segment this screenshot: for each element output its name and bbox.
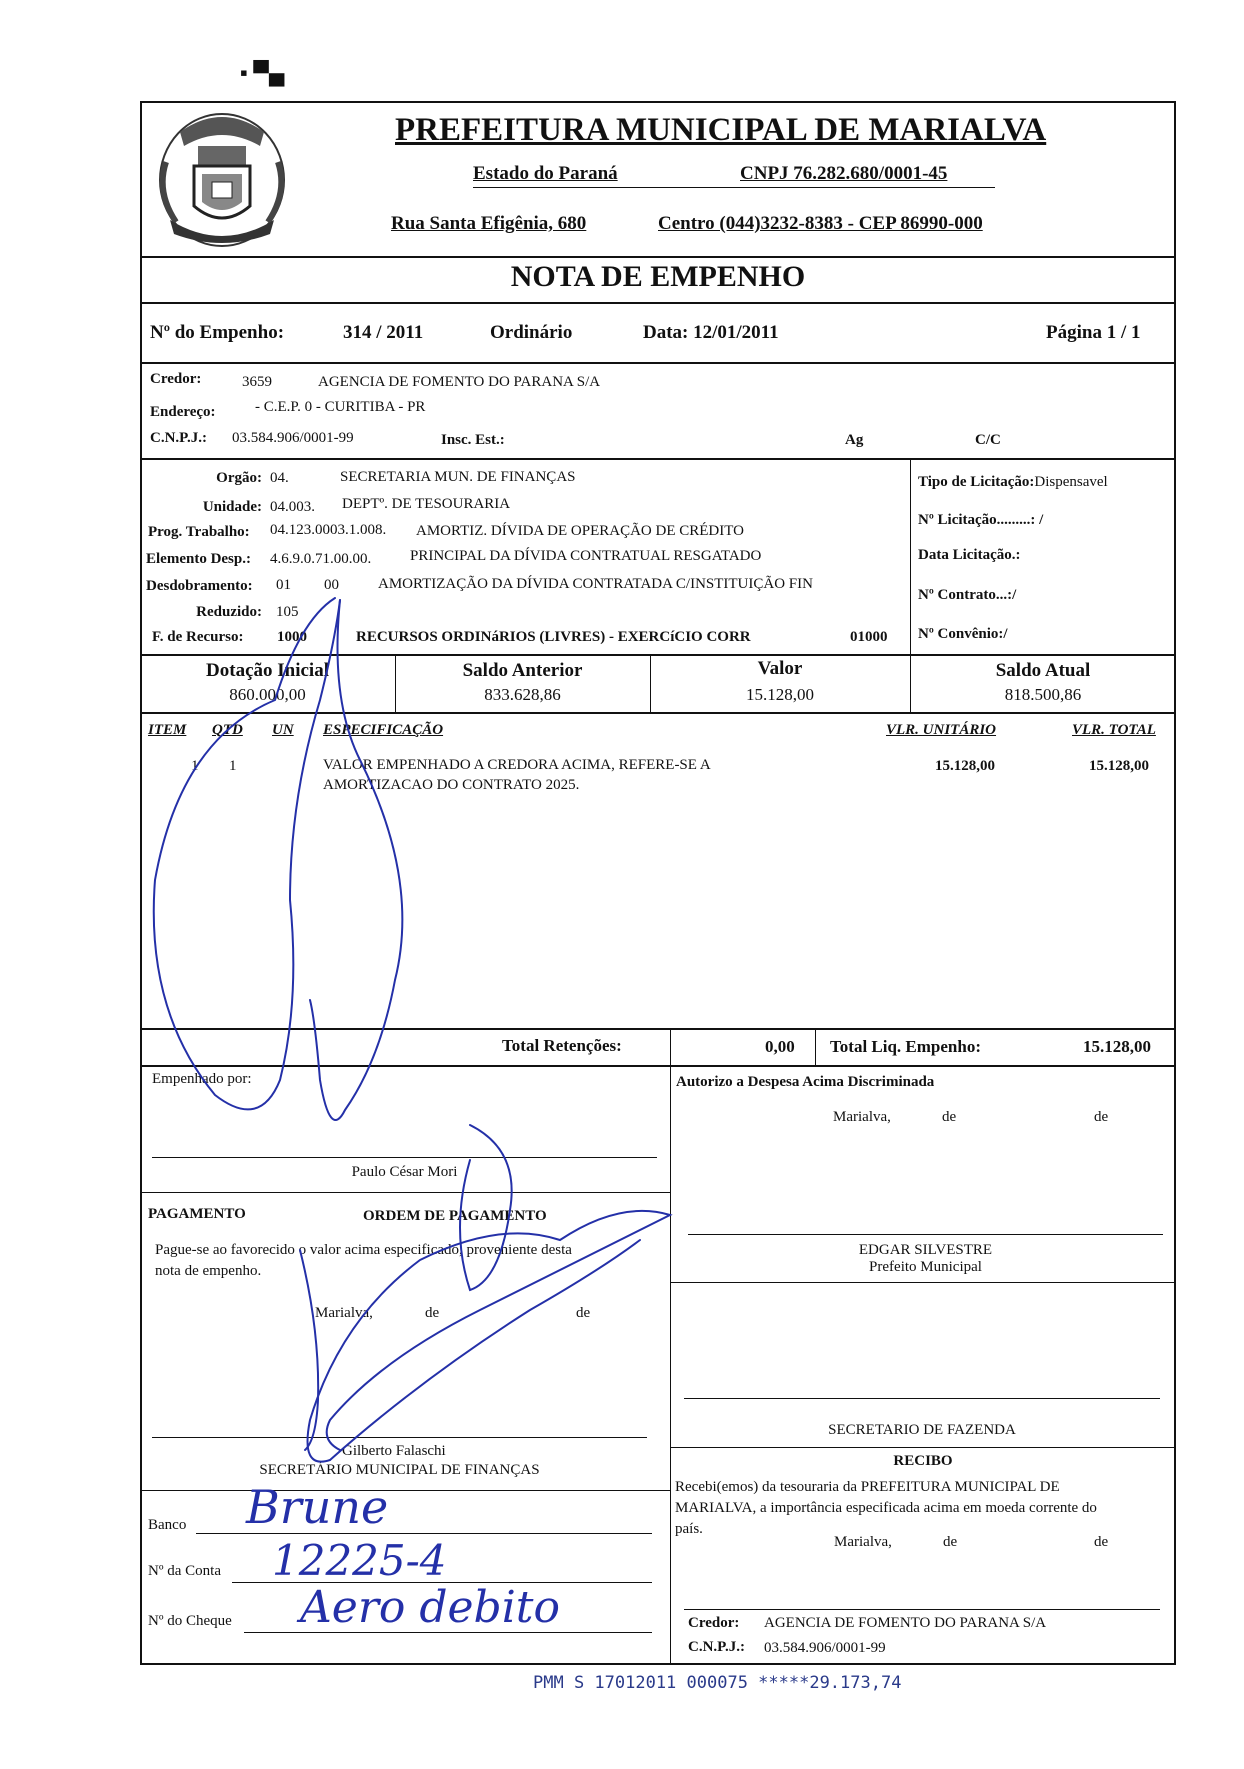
secretario-fazenda: SECRETARIO DE FAZENDA xyxy=(828,1422,1016,1438)
liquido-value: 15.128,00 xyxy=(1083,1037,1151,1056)
autorizo-de2: de xyxy=(1094,1109,1109,1125)
elemento-name: PRINCIPAL DA DÍVIDA CONTRATUAL RESGATADO xyxy=(410,548,762,564)
col-item: ITEM xyxy=(148,722,187,738)
ordem-pagamento: ORDEM DE PAGAMENTO xyxy=(363,1208,547,1224)
col-vlr-total: VLR. TOTAL xyxy=(1072,722,1156,738)
unidade-label: Unidade: xyxy=(202,499,262,515)
divider xyxy=(140,302,1176,304)
col-un: UN xyxy=(272,722,294,738)
tipo-licitacao-label: Tipo de Licitação: xyxy=(918,474,1035,490)
autorizo-label: Autorizo a Despesa Acima Discriminada xyxy=(676,1074,935,1090)
saldo-atual-label: Saldo Atual xyxy=(995,660,1091,681)
header-cnpj: CNPJ 76.282.680/0001-45 xyxy=(740,163,948,184)
numero-convenio: Nº Convênio:/ xyxy=(918,626,1008,642)
liquido-label: Total Liq. Empenho: xyxy=(830,1037,981,1056)
insc-label: Insc. Est.: xyxy=(441,432,505,448)
credor-code: 3659 xyxy=(242,374,272,390)
divider xyxy=(140,1028,1176,1030)
dotacao-label: Dotação Inicial xyxy=(206,660,329,681)
pagamento-signer: Gilberto Falaschi xyxy=(342,1443,446,1459)
saldo-anterior-value: 833.628,86 xyxy=(484,685,561,704)
divider xyxy=(140,654,1176,656)
divider xyxy=(140,1192,670,1193)
signature-line xyxy=(684,1609,1160,1610)
orgao-name: SECRETARIA MUN. DE FINANÇAS xyxy=(340,469,576,485)
autorizo-de1: de xyxy=(942,1109,957,1125)
prog-code: 04.123.0003.1.008. xyxy=(270,522,387,538)
pagamento-text-line2: nota de empenho. xyxy=(155,1263,262,1279)
dotacao-value: 860.000,00 xyxy=(229,685,306,704)
retencoes-value: 0,00 xyxy=(765,1037,795,1056)
data-licitacao: Data Licitação.: xyxy=(918,547,1021,563)
recibo-city: Marialva, xyxy=(834,1534,892,1550)
divider xyxy=(670,1065,671,1665)
recibo-text-line2: MARIALVA, a importância especificada acima em moeda corrente do xyxy=(675,1500,1097,1516)
valor-value: 15.128,00 xyxy=(746,685,814,704)
item-desc-line2: AMORTIZACAO DO CONTRATO 2025. xyxy=(323,777,580,793)
credor-label: Credor: xyxy=(150,371,202,387)
numero-licitacao: Nº Licitação.........: / xyxy=(918,512,1044,528)
divider xyxy=(140,362,1176,364)
fonte-name: RECURSOS ORDINáRIOS (LIVRES) - EXERCíCIO CORR xyxy=(356,629,751,645)
item-vlr-total: 15.128,00 xyxy=(1089,758,1149,774)
retencoes-label: Total Retenções: xyxy=(502,1036,622,1055)
pagamento-city: Marialva, xyxy=(315,1305,373,1321)
fonte-code: 1000 xyxy=(277,629,307,645)
saldo-atual-value: 818.500,86 xyxy=(1004,685,1082,704)
unidade-code: 04.003. xyxy=(270,499,315,515)
credor-cnpj: 03.584.906/0001-99 xyxy=(232,430,354,446)
divider xyxy=(140,256,1176,258)
header-cnpj-underline xyxy=(473,187,995,188)
elemento-label: Elemento Desp.: xyxy=(146,551,251,567)
header-district: Centro (044)3232-8383 - CEP 86990-000 xyxy=(658,213,983,234)
desdobramento-a: 01 xyxy=(276,577,291,593)
orgao-code: 04. xyxy=(270,470,289,486)
pagamento-de1: de xyxy=(425,1305,440,1321)
conta-label: Nº da Conta xyxy=(148,1563,221,1579)
page-number: Página 1 / 1 xyxy=(1046,322,1141,343)
signature-line xyxy=(152,1157,657,1158)
header-state: Estado do Paraná xyxy=(473,163,618,184)
fonte-label: F. de Recurso: xyxy=(152,629,244,645)
coat-of-arms-logo xyxy=(150,102,295,252)
divider xyxy=(670,1447,1176,1448)
prog-label: Prog. Trabalho: xyxy=(148,524,250,540)
pagamento-text-line1: Pague-se ao favorecido o valor acima especificado, proveniente desta xyxy=(155,1242,572,1258)
divider xyxy=(140,458,1176,460)
pagamento-label: PAGAMENTO xyxy=(148,1206,246,1222)
header-title: PREFEITURA MUNICIPAL DE MARIALVA xyxy=(395,112,1047,148)
recibo-credor-name: AGENCIA DE FOMENTO DO PARANA S/A xyxy=(764,1615,1047,1631)
valor-label: Valor xyxy=(757,658,803,679)
empenho-number: 314 / 2011 xyxy=(343,322,424,343)
signature-line xyxy=(152,1437,647,1438)
recibo-de1: de xyxy=(943,1534,958,1550)
signature-line xyxy=(684,1398,1160,1399)
item-desc-line1: VALOR EMPENHADO A CREDORA ACIMA, REFERE-SE A xyxy=(323,757,711,773)
signature-line xyxy=(688,1234,1163,1235)
tipo-licitacao xyxy=(918,474,1108,491)
elemento-code: 4.6.9.0.71.00.00. xyxy=(270,551,372,567)
item-qtd: 1 xyxy=(229,758,237,774)
recibo-de2: de xyxy=(1094,1534,1109,1550)
numero-contrato: Nº Contrato...:/ xyxy=(918,587,1017,603)
prefeito-role: Prefeito Municipal xyxy=(869,1259,982,1275)
col-vlr-unitario: VLR. UNITÁRIO xyxy=(886,722,997,738)
autorizo-city: Marialva, xyxy=(833,1109,891,1125)
col-qtd: QTD xyxy=(212,722,243,738)
desdobramento-name: AMORTIZAÇÃO DA DÍVIDA CONTRATADA C/INSTITUIÇÃO FIN xyxy=(378,576,813,592)
processing-stamp: PMM S 17012011 000075 *****29.173,74 xyxy=(533,1673,902,1693)
reduzido-value: 105 xyxy=(276,604,299,620)
header-address: Rua Santa Efigênia, 680 xyxy=(391,213,587,234)
cheque-value: Aero debito xyxy=(300,1582,560,1633)
prefeito-name: EDGAR SILVESTRE xyxy=(858,1242,993,1258)
cheque-label: Nº do Cheque xyxy=(148,1613,232,1629)
empenho-date: Data: 12/01/2011 xyxy=(643,322,779,343)
desdobramento-b: 00 xyxy=(324,577,339,593)
col-especificacao: ESPECIFICAÇÃO xyxy=(323,722,444,738)
fonte-code2: 01000 xyxy=(850,629,888,645)
prog-name: AMORTIZ. DÍVIDA DE OPERAÇÃO DE CRÉDITO xyxy=(416,523,744,539)
banco-label: Banco xyxy=(148,1517,187,1533)
pagamento-role: SECRETÁRIO MUNICIPAL DE FINANÇAS xyxy=(259,1462,540,1478)
document-title: NOTA DE EMPENHO xyxy=(510,260,806,293)
conta-value: 12225-4 xyxy=(272,1536,447,1585)
recibo-text-line1: Recebi(emos) da tesouraria da PREFEITURA MUNICIPAL DE xyxy=(675,1479,1060,1495)
ag-label: Ag xyxy=(845,432,864,448)
divider xyxy=(815,1028,816,1065)
recibo-cnpj: 03.584.906/0001-99 xyxy=(764,1640,886,1656)
cc-label: C/C xyxy=(975,432,1001,448)
scan-mark: ▪ ▀▄ xyxy=(240,60,285,85)
tipo-licitacao-value: Dispensavel xyxy=(1034,474,1108,490)
divider xyxy=(670,1028,671,1065)
pagamento-de2: de xyxy=(576,1305,591,1321)
desdobramento-label: Desdobramento: xyxy=(146,578,253,594)
banco-value: Brune xyxy=(246,1480,389,1534)
recibo-text-line3: país. xyxy=(675,1521,703,1537)
divider xyxy=(140,1490,670,1491)
divider xyxy=(910,458,911,654)
address-label: Endereço: xyxy=(150,404,216,420)
item-number: 1 xyxy=(191,758,199,774)
divider xyxy=(140,712,1176,714)
divider xyxy=(670,1282,1176,1283)
recibo-credor-label: Credor: xyxy=(688,1615,740,1631)
empenho-label: Nº do Empenho: xyxy=(150,322,285,343)
credor-name: AGENCIA DE FOMENTO DO PARANA S/A xyxy=(318,374,601,390)
item-vlr-unitario: 15.128,00 xyxy=(935,758,995,774)
reduzido-label: Reduzido: xyxy=(196,604,262,620)
credor-address: - C.E.P. 0 - CURITIBA - PR xyxy=(255,399,426,415)
recibo-cnpj-label: C.N.P.J.: xyxy=(688,1639,745,1655)
empenhado-label: Empenhado por: xyxy=(152,1071,252,1087)
orgao-label: Orgão: xyxy=(216,470,262,486)
saldo-anterior-label: Saldo Anterior xyxy=(462,660,583,681)
empenhado-signer: Paulo César Mori xyxy=(351,1164,458,1180)
cnpj-label: C.N.P.J.: xyxy=(150,430,207,446)
unidade-name: DEPTº. DE TESOURARIA xyxy=(342,496,511,512)
divider xyxy=(140,1065,1176,1067)
recibo-title: RECIBO xyxy=(893,1453,953,1469)
empenho-type: Ordinário xyxy=(490,322,573,343)
